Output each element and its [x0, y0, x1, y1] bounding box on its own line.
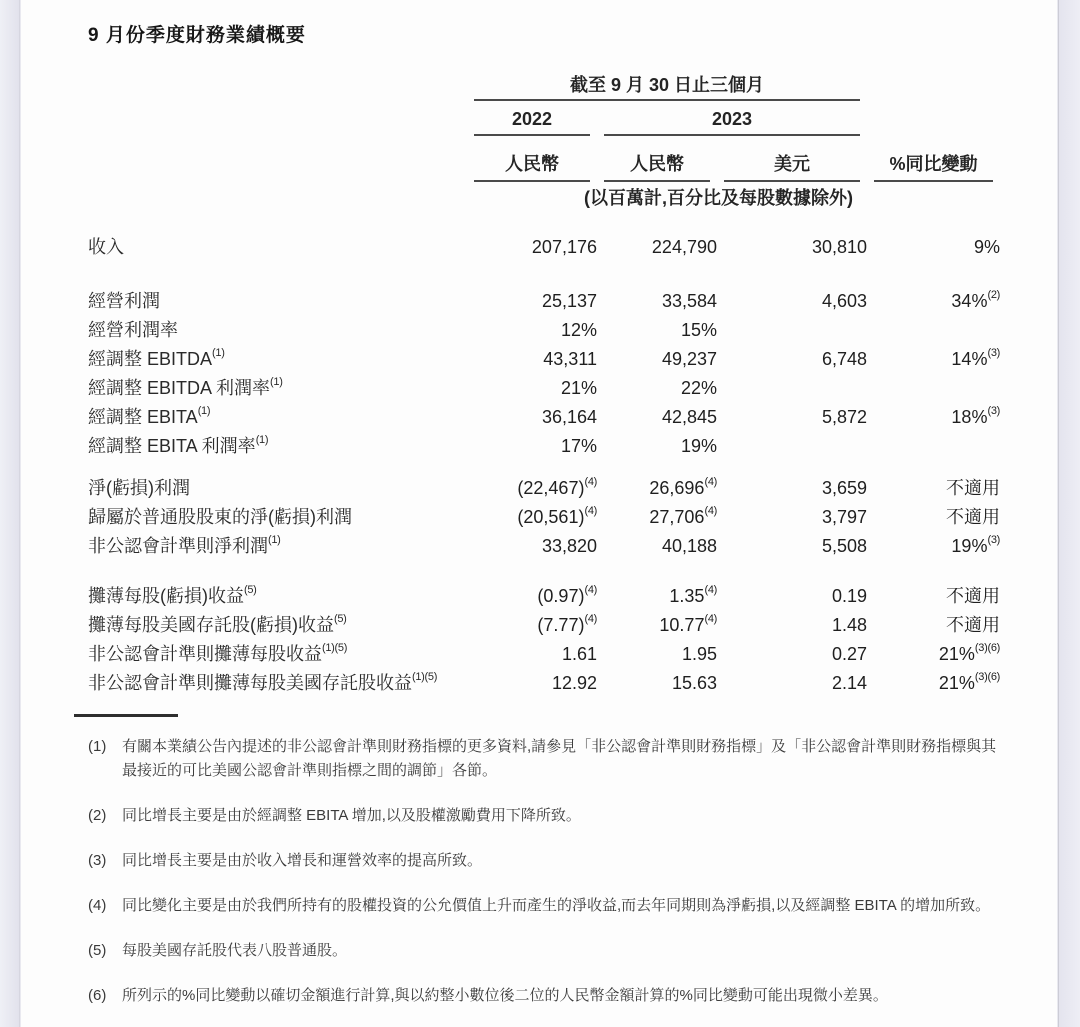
table-row	[88, 582, 1000, 611]
cell-text: 33,584	[661, 291, 717, 311]
footnote-ref: (1)	[268, 534, 281, 546]
value-2023-rmb	[597, 503, 717, 532]
value-2023-usd	[717, 233, 867, 262]
row-label	[88, 345, 467, 374]
cell-text: 9%	[973, 237, 1000, 257]
footnote-ref: (4)	[584, 476, 597, 488]
cell-text: 10.77	[659, 615, 705, 635]
footnote-text: 每股美國存託股代表八股普通股。	[122, 942, 348, 959]
footnote-ref: (1)	[255, 434, 269, 446]
value-yoy-change	[867, 316, 1000, 345]
value-2022-rmb	[467, 582, 597, 611]
value-2023-rmb	[597, 474, 717, 503]
value-2023-usd	[717, 503, 867, 532]
cell-text: (20,561)	[517, 507, 585, 527]
table-row	[88, 403, 1000, 432]
footnote-ref: (3)	[987, 347, 1000, 359]
value-yoy-change	[867, 669, 1000, 698]
cell-text: 40,188	[661, 536, 717, 556]
page-right-margin	[1058, 0, 1080, 1027]
cell-text: 17%	[560, 436, 597, 456]
row-label-text: 經調整 EBITA 利潤率	[88, 436, 256, 456]
footnote-text: 有關本業績公告內提述的非公認會計準則財務指標的更多資料,請參見「非公認會計準則財務指標」及「非公認會計準則財務指標與其最接近的可比美國公認會計準則指標之間的調節」各節。	[122, 738, 997, 779]
table-row	[88, 287, 1000, 316]
row-label-text: 歸屬於普通股股東的淨(虧損)利潤	[88, 507, 352, 527]
row-label-text: 經調整 EBITDA	[88, 349, 213, 369]
value-2023-rmb	[597, 316, 717, 345]
value-2023-usd	[717, 432, 867, 461]
cell-text: 1.48	[831, 615, 867, 635]
page-title: 9 月份季度財務業績概要	[88, 25, 306, 46]
year-2022-header: 2022	[474, 106, 590, 136]
table-header-currency-row	[88, 151, 1000, 182]
table-units-note-row	[88, 185, 1000, 211]
footnote	[88, 804, 1000, 828]
row-label	[88, 474, 467, 503]
footnote-number: (2)	[88, 807, 107, 824]
row-label	[88, 532, 467, 561]
footnote-ref: (4)	[584, 584, 597, 596]
row-label-text: 經調整 EBITDA 利潤率	[88, 378, 271, 398]
table-row	[88, 640, 1000, 669]
value-2023-usd	[717, 532, 867, 561]
cell-text: 19%	[680, 436, 717, 456]
value-2022-rmb	[467, 669, 597, 698]
col-header-rmb-2022: 人民幣	[474, 151, 590, 182]
footnote-ref: (4)	[584, 613, 597, 625]
footnote-separator-rule	[74, 714, 178, 717]
value-2023-usd	[717, 403, 867, 432]
row-label	[88, 503, 467, 532]
row-label-text: 攤薄每股(虧損)收益	[88, 586, 244, 606]
footnote-text: 所列示的%同比變動以確切金額進行計算,與以約整小數位後二位的人民幣金額計算的%同比變動可能出現微小差異。	[122, 987, 888, 1004]
row-label	[88, 287, 467, 316]
row-label-text: 經營利潤率	[88, 320, 178, 340]
col-header-yoy: %同比變動	[874, 151, 993, 182]
value-yoy-change	[867, 403, 1000, 432]
cell-text: 14%	[951, 349, 988, 369]
value-2022-rmb	[467, 474, 597, 503]
value-2023-usd	[717, 582, 867, 611]
footnote-text: 同比變化主要是由於我們所持有的股權投資的公允價值上升而產生的淨收益,而去年同期則為淨虧損,以及經調整 EBITA 的增加所致。	[122, 897, 991, 914]
footnote	[88, 939, 1000, 963]
cell-text: 15.63	[671, 673, 717, 693]
cell-text: 21%	[560, 378, 597, 398]
cell-text: 15%	[680, 320, 717, 340]
value-2023-usd	[717, 316, 867, 345]
footnote	[88, 735, 1000, 783]
table-row	[88, 669, 1000, 698]
footnote-ref: (4)	[704, 505, 717, 517]
footnote-ref: (5)	[334, 613, 347, 625]
cell-text: 19%	[951, 536, 988, 556]
cell-text: 25,137	[541, 291, 597, 311]
footnote-number: (3)	[88, 852, 107, 869]
cell-text: (22,467)	[517, 478, 585, 498]
row-label	[88, 669, 467, 698]
value-2022-rmb	[467, 345, 597, 374]
table-header-year-row	[88, 106, 1000, 136]
table-row	[88, 345, 1000, 374]
row-label	[88, 611, 467, 640]
value-yoy-change	[867, 233, 1000, 262]
cell-text: 22%	[680, 378, 717, 398]
row-label-text: 淨(虧損)利潤	[88, 478, 190, 498]
page-left-margin	[0, 0, 20, 1027]
value-2022-rmb	[467, 316, 597, 345]
value-2022-rmb	[467, 233, 597, 262]
table-header-period-row	[88, 73, 1000, 101]
footnote-number: (4)	[88, 897, 107, 914]
footnote-ref: (1)	[212, 347, 225, 359]
cell-text: 3,797	[821, 507, 867, 527]
value-2023-rmb	[597, 432, 717, 461]
cell-text: 1.95	[681, 644, 717, 664]
cell-text: 42,845	[661, 407, 717, 427]
quarterly-results-table	[88, 73, 1000, 698]
value-2023-rmb	[597, 287, 717, 316]
row-label-text: 攤薄每股美國存託股(虧損)收益	[88, 615, 334, 635]
value-2023-usd	[717, 611, 867, 640]
footnote-text: 同比增長主要是由於收入增長和運營效率的提高所致。	[122, 852, 483, 869]
value-2022-rmb	[467, 287, 597, 316]
table-body	[88, 233, 1000, 698]
footnote-ref: (3)(6)	[974, 671, 1000, 683]
cell-text: 27,706	[649, 507, 705, 527]
footnote	[88, 894, 1000, 918]
value-2023-rmb	[597, 532, 717, 561]
value-2023-usd	[717, 669, 867, 698]
row-label	[88, 403, 467, 432]
table-row	[88, 503, 1000, 532]
footnote-ref: (1)(5)	[412, 671, 438, 683]
value-yoy-change	[867, 345, 1000, 374]
cell-text: 36,164	[541, 407, 597, 427]
cell-text: 34%	[951, 291, 988, 311]
footnote-ref: (4)	[704, 584, 717, 596]
footnote-ref: (3)(6)	[974, 642, 1000, 654]
footnote-ref: (1)	[270, 376, 283, 388]
value-2022-rmb	[467, 374, 597, 403]
value-yoy-change	[867, 582, 1000, 611]
row-label-text: 經營利潤	[88, 291, 160, 311]
cell-text: 33,820	[541, 536, 597, 556]
table-row	[88, 532, 1000, 561]
row-label	[88, 316, 467, 345]
cell-text: 1.35	[669, 586, 705, 606]
cell-text: 26,696	[649, 478, 705, 498]
footnote-ref: (4)	[584, 505, 597, 517]
value-2023-rmb	[597, 611, 717, 640]
cell-text: 1.61	[561, 644, 597, 664]
col-header-rmb-2023: 人民幣	[604, 151, 710, 182]
cell-text: 207,176	[531, 237, 597, 257]
table-group-operating	[88, 287, 1000, 461]
value-2022-rmb	[467, 611, 597, 640]
value-2023-rmb	[597, 233, 717, 262]
table-row	[88, 611, 1000, 640]
footnote-ref: (4)	[704, 613, 717, 625]
row-label	[88, 640, 467, 669]
cell-text: 0.27	[831, 644, 867, 664]
footnote-number: (6)	[88, 987, 107, 1004]
value-2023-rmb	[597, 582, 717, 611]
value-2023-usd	[717, 640, 867, 669]
table-row	[88, 374, 1000, 403]
row-label	[88, 432, 467, 461]
value-yoy-change	[867, 640, 1000, 669]
table-group-revenue	[88, 233, 1000, 262]
table-row	[88, 316, 1000, 345]
row-label-text: 非公認會計準則淨利潤	[88, 536, 268, 556]
footnotes-section	[88, 735, 1000, 1008]
value-yoy-change	[867, 287, 1000, 316]
value-2023-rmb	[597, 345, 717, 374]
row-label	[88, 233, 467, 262]
value-2023-usd	[717, 374, 867, 403]
row-label-text: 經調整 EBITA	[88, 407, 198, 427]
value-2022-rmb	[467, 503, 597, 532]
row-label-text: 收入	[88, 237, 124, 257]
table-row	[88, 474, 1000, 503]
value-yoy-change	[867, 532, 1000, 561]
value-2023-rmb	[597, 640, 717, 669]
value-2023-usd	[717, 287, 867, 316]
cell-text: 不適用	[946, 507, 1000, 527]
footnote-number: (5)	[88, 942, 107, 959]
footnote	[88, 849, 1000, 873]
footnote-number: (1)	[88, 738, 107, 755]
footnote-ref: (3)	[987, 534, 1000, 546]
row-label-text: 非公認會計準則攤薄每股收益	[88, 644, 322, 664]
cell-text: 30,810	[811, 237, 867, 257]
value-2022-rmb	[467, 432, 597, 461]
value-2023-usd	[717, 345, 867, 374]
footnote-ref: (5)	[244, 584, 257, 596]
document-page	[21, 0, 1057, 1027]
footnote-ref: (2)	[987, 289, 1000, 301]
cell-text: 5,872	[821, 407, 867, 427]
cell-text: 49,237	[661, 349, 717, 369]
cell-text: 3,659	[821, 478, 867, 498]
period-header: 截至 9 月 30 日止三個月	[474, 73, 860, 101]
value-yoy-change	[867, 611, 1000, 640]
cell-text: (0.97)	[537, 586, 585, 606]
footnote-ref: (4)	[704, 476, 717, 488]
col-header-usd: 美元	[724, 151, 860, 182]
footnote-ref: (1)	[197, 405, 211, 417]
cell-text: 5,508	[821, 536, 867, 556]
cell-text: 21%	[938, 673, 975, 693]
footnote-ref: (1)(5)	[322, 642, 348, 654]
cell-text: 不適用	[946, 586, 1000, 606]
cell-text: 6,748	[821, 349, 867, 369]
table-group-per-share	[88, 582, 1000, 698]
cell-text: (7.77)	[537, 615, 585, 635]
value-2023-rmb	[597, 403, 717, 432]
value-2022-rmb	[467, 532, 597, 561]
cell-text: 2.14	[831, 673, 867, 693]
cell-text: 43,311	[543, 349, 597, 369]
table-row	[88, 233, 1000, 262]
value-2022-rmb	[467, 640, 597, 669]
cell-text: 18%	[951, 407, 988, 427]
year-2023-header: 2023	[604, 106, 860, 136]
cell-text: 224,790	[651, 237, 717, 257]
cell-text: 21%	[938, 644, 975, 664]
table-group-net-income	[88, 474, 1000, 561]
value-2023-usd	[717, 474, 867, 503]
row-label-text: 非公認會計準則攤薄每股美國存託股收益	[88, 673, 412, 693]
cell-text: 不適用	[946, 478, 1000, 498]
cell-text: 12%	[560, 320, 597, 340]
cell-text: 0.19	[831, 586, 867, 606]
row-label	[88, 374, 467, 403]
units-note: (以百萬計,百分比及每股數據除外)	[584, 188, 853, 208]
table-row	[88, 432, 1000, 461]
value-yoy-change	[867, 503, 1000, 532]
row-label	[88, 582, 467, 611]
cell-text: 12.92	[551, 673, 597, 693]
value-2023-rmb	[597, 669, 717, 698]
value-yoy-change	[867, 374, 1000, 403]
footnote-ref: (3)	[987, 405, 1000, 417]
value-yoy-change	[867, 432, 1000, 461]
value-2023-rmb	[597, 374, 717, 403]
value-yoy-change	[867, 474, 1000, 503]
cell-text: 4,603	[821, 291, 867, 311]
footnote-text: 同比增長主要是由於經調整 EBITA 增加,以及股權激勵費用下降所致。	[122, 807, 581, 824]
value-2022-rmb	[467, 403, 597, 432]
cell-text: 不適用	[946, 615, 1000, 635]
footnote	[88, 984, 1000, 1008]
